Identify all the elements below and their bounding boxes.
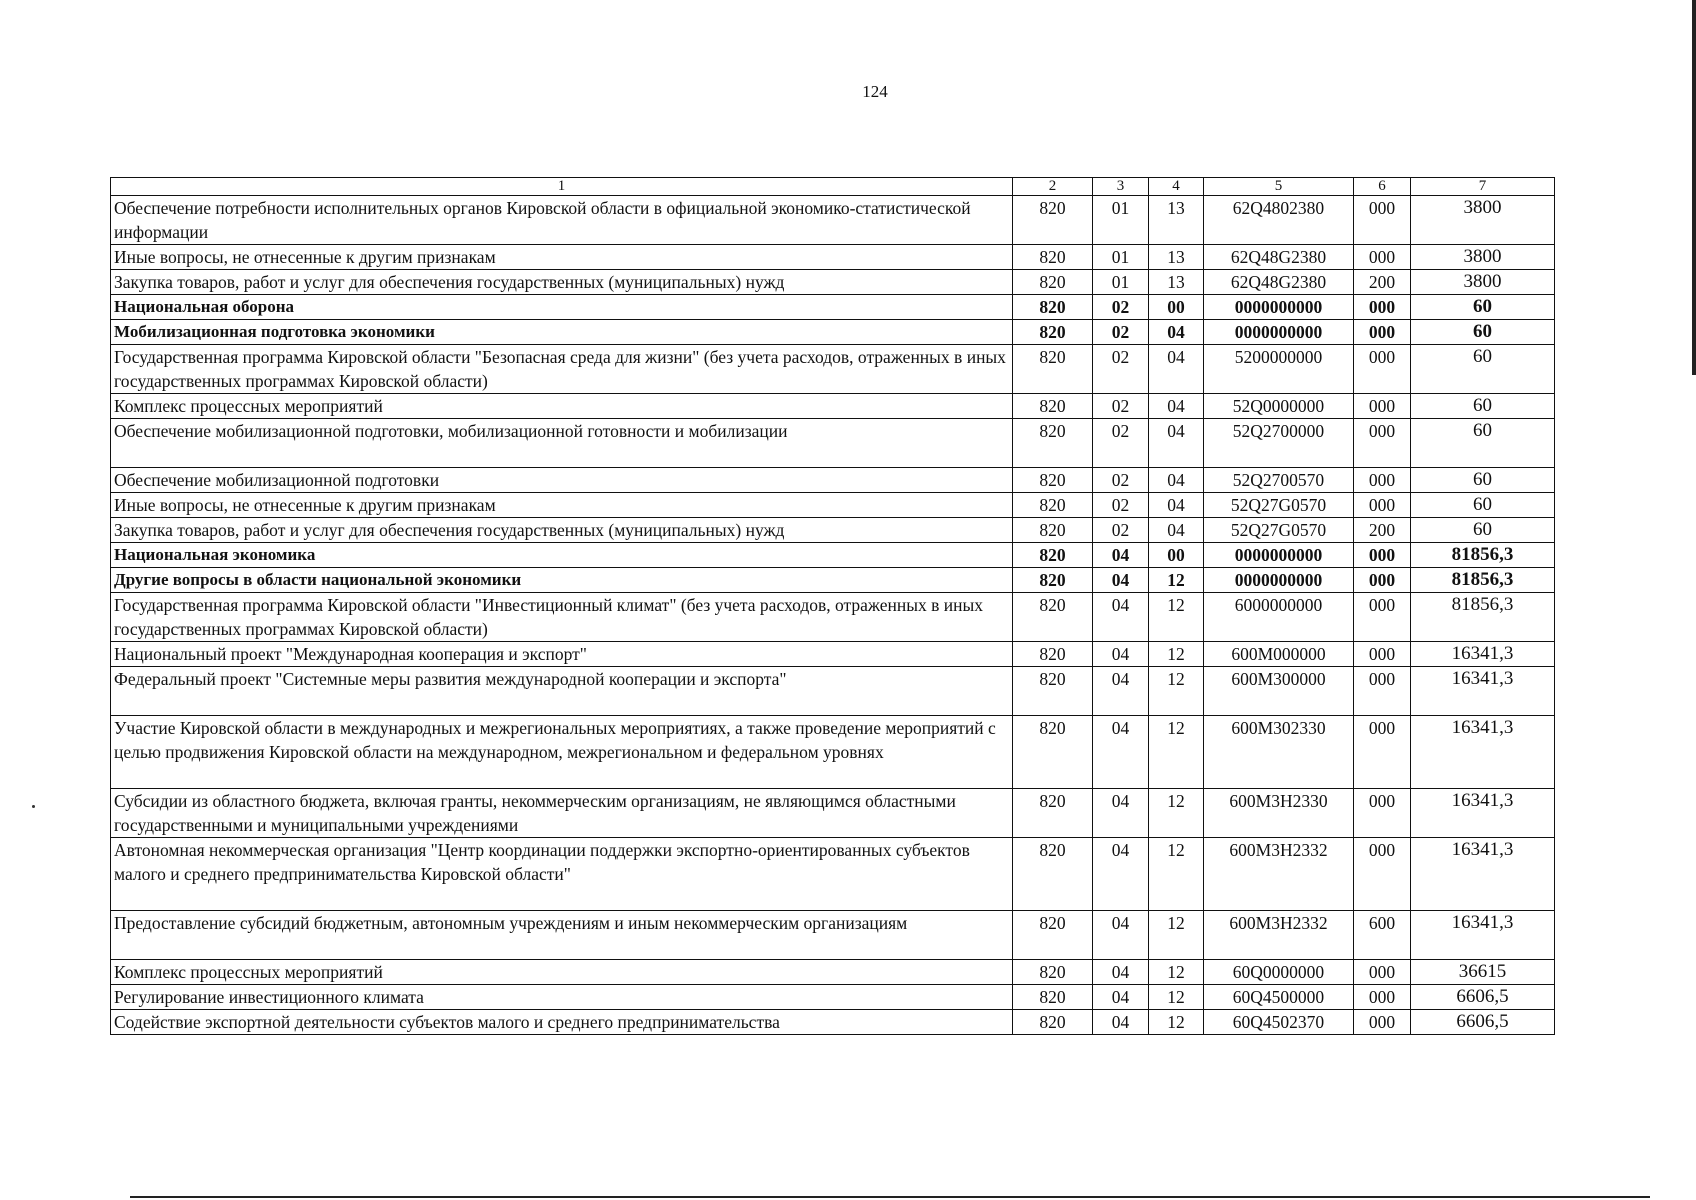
subsection-code-cell: 12 (1149, 716, 1204, 789)
expense-type-cell: 000 (1354, 419, 1411, 468)
expense-type-cell: 200 (1354, 270, 1411, 295)
amount-cell: 60 (1411, 468, 1555, 493)
expense-name-cell: Предоставление субсидий бюджетным, автономным учреждениям и иным некоммерческим организациям (111, 911, 1013, 960)
subsection-code-cell: 04 (1149, 419, 1204, 468)
expense-type-cell: 000 (1354, 789, 1411, 838)
department-code-cell: 820 (1013, 345, 1093, 394)
table-row (111, 568, 1555, 593)
amount-cell: 16341,3 (1411, 911, 1555, 960)
subsection-code-cell: 12 (1149, 593, 1204, 642)
subsection-code-cell: 12 (1149, 838, 1204, 911)
section-code-cell: 04 (1093, 716, 1149, 789)
section-code-cell: 04 (1093, 543, 1149, 568)
subsection-code-cell: 12 (1149, 667, 1204, 716)
section-code-cell: 02 (1093, 295, 1149, 320)
target-article-cell: 60Q4500000 (1204, 985, 1354, 1010)
section-code-cell: 04 (1093, 985, 1149, 1010)
table-row (111, 593, 1555, 642)
table-row (111, 960, 1555, 985)
expense-name-cell: Государственная программа Кировской области "Инвестиционный климат" (без учета расходов, отраженных в иных государственных программах Кировской области) (111, 593, 1013, 642)
column-header: 7 (1411, 178, 1555, 196)
budget-table (110, 177, 1555, 1035)
department-code-cell: 820 (1013, 789, 1093, 838)
amount-cell: 16341,3 (1411, 642, 1555, 667)
scan-edge-shadow (1692, 0, 1696, 375)
amount-cell: 3800 (1411, 270, 1555, 295)
table-row (111, 911, 1555, 960)
target-article-cell: 52Q27G0570 (1204, 493, 1354, 518)
expense-name-cell: Комплекс процессных мероприятий (111, 394, 1013, 419)
section-code-cell: 04 (1093, 1010, 1149, 1035)
expense-name-cell: Национальный проект "Международная кооперация и экспорт" (111, 642, 1013, 667)
subsection-code-cell: 04 (1149, 468, 1204, 493)
department-code-cell: 820 (1013, 838, 1093, 911)
target-article-cell: 0000000000 (1204, 320, 1354, 345)
department-code-cell: 820 (1013, 245, 1093, 270)
amount-cell: 60 (1411, 518, 1555, 543)
expense-name-cell: Государственная программа Кировской области "Безопасная среда для жизни" (без учета расходов, отраженных в иных государственных программах Кировской области) (111, 345, 1013, 394)
expense-type-cell: 000 (1354, 593, 1411, 642)
subsection-code-cell: 12 (1149, 911, 1204, 960)
expense-type-cell: 000 (1354, 838, 1411, 911)
table-row (111, 245, 1555, 270)
expense-name-cell: Комплекс процессных мероприятий (111, 960, 1013, 985)
amount-cell: 3800 (1411, 196, 1555, 245)
amount-cell: 16341,3 (1411, 716, 1555, 789)
amount-cell: 81856,3 (1411, 568, 1555, 593)
table-row (111, 493, 1555, 518)
target-article-cell: 62Q4802380 (1204, 196, 1354, 245)
section-code-cell: 02 (1093, 493, 1149, 518)
table-row (111, 838, 1555, 911)
department-code-cell: 820 (1013, 911, 1093, 960)
expense-type-cell: 000 (1354, 196, 1411, 245)
expense-type-cell: 000 (1354, 394, 1411, 419)
subsection-code-cell: 12 (1149, 789, 1204, 838)
expense-name-cell: Другие вопросы в области национальной экономики (111, 568, 1013, 593)
section-code-cell: 04 (1093, 593, 1149, 642)
subsection-code-cell: 12 (1149, 642, 1204, 667)
table-row (111, 345, 1555, 394)
amount-cell: 36615 (1411, 960, 1555, 985)
expense-name-cell: Национальная экономика (111, 543, 1013, 568)
department-code-cell: 820 (1013, 394, 1093, 419)
target-article-cell: 600M3H2332 (1204, 911, 1354, 960)
expense-name-cell: Закупка товаров, работ и услуг для обеспечения государственных (муниципальных) нужд (111, 270, 1013, 295)
table-row (111, 295, 1555, 320)
table-row (111, 1010, 1555, 1035)
department-code-cell: 820 (1013, 642, 1093, 667)
section-code-cell: 01 (1093, 196, 1149, 245)
amount-cell: 3800 (1411, 245, 1555, 270)
section-code-cell: 04 (1093, 960, 1149, 985)
table-row (111, 394, 1555, 419)
table-row (111, 518, 1555, 543)
department-code-cell: 820 (1013, 270, 1093, 295)
section-code-cell: 04 (1093, 838, 1149, 911)
target-article-cell: 0000000000 (1204, 295, 1354, 320)
section-code-cell: 04 (1093, 568, 1149, 593)
department-code-cell: 820 (1013, 960, 1093, 985)
table-row (111, 320, 1555, 345)
subsection-code-cell: 13 (1149, 270, 1204, 295)
amount-cell: 6606,5 (1411, 985, 1555, 1010)
section-code-cell: 04 (1093, 789, 1149, 838)
target-article-cell: 62Q48G2380 (1204, 245, 1354, 270)
amount-cell: 60 (1411, 345, 1555, 394)
expense-type-cell: 000 (1354, 295, 1411, 320)
target-article-cell: 52Q2700570 (1204, 468, 1354, 493)
subsection-code-cell: 12 (1149, 568, 1204, 593)
department-code-cell: 820 (1013, 543, 1093, 568)
target-article-cell: 52Q27G0570 (1204, 518, 1354, 543)
expense-name-cell: Национальная оборона (111, 295, 1013, 320)
section-code-cell: 04 (1093, 667, 1149, 716)
subsection-code-cell: 04 (1149, 493, 1204, 518)
table-row (111, 419, 1555, 468)
section-code-cell: 02 (1093, 345, 1149, 394)
expense-name-cell: Регулирование инвестиционного климата (111, 985, 1013, 1010)
subsection-code-cell: 13 (1149, 245, 1204, 270)
table-row (111, 196, 1555, 245)
section-code-cell: 02 (1093, 518, 1149, 543)
amount-cell: 16341,3 (1411, 667, 1555, 716)
amount-cell: 60 (1411, 394, 1555, 419)
expense-type-cell: 000 (1354, 468, 1411, 493)
subsection-code-cell: 04 (1149, 394, 1204, 419)
expense-type-cell: 000 (1354, 667, 1411, 716)
section-code-cell: 04 (1093, 911, 1149, 960)
subsection-code-cell: 00 (1149, 295, 1204, 320)
amount-cell: 81856,3 (1411, 543, 1555, 568)
expense-type-cell: 000 (1354, 642, 1411, 667)
expense-type-cell: 000 (1354, 320, 1411, 345)
department-code-cell: 820 (1013, 568, 1093, 593)
target-article-cell: 600M000000 (1204, 642, 1354, 667)
target-article-cell: 600M302330 (1204, 716, 1354, 789)
department-code-cell: 820 (1013, 419, 1093, 468)
amount-cell: 81856,3 (1411, 593, 1555, 642)
expense-name-cell: Участие Кировской области в международных и межрегиональных мероприятиях, а также проведение мероприятий с целью продвижения Кировской области на международном, межрегиональном и федеральном уровнях (111, 716, 1013, 789)
department-code-cell: 820 (1013, 593, 1093, 642)
amount-cell: 60 (1411, 419, 1555, 468)
subsection-code-cell: 04 (1149, 518, 1204, 543)
table-row (111, 789, 1555, 838)
expense-type-cell: 000 (1354, 960, 1411, 985)
expense-type-cell: 000 (1354, 568, 1411, 593)
amount-cell: 60 (1411, 295, 1555, 320)
expense-name-cell: Обеспечение потребности исполнительных органов Кировской области в официальной экономико-статистической информации (111, 196, 1013, 245)
expense-name-cell: Иные вопросы, не отнесенные к другим признакам (111, 245, 1013, 270)
department-code-cell: 820 (1013, 667, 1093, 716)
column-number-row (111, 178, 1555, 196)
subsection-code-cell: 13 (1149, 196, 1204, 245)
table-row (111, 667, 1555, 716)
target-article-cell: 52Q2700000 (1204, 419, 1354, 468)
expense-type-cell: 000 (1354, 245, 1411, 270)
target-article-cell: 5200000000 (1204, 345, 1354, 394)
amount-cell: 60 (1411, 320, 1555, 345)
target-article-cell: 600M3H2330 (1204, 789, 1354, 838)
subsection-code-cell: 12 (1149, 960, 1204, 985)
expense-name-cell: Субсидии из областного бюджета, включая гранты, некоммерческим организациям, не являющимся областными государственными и муниципальными учреждениями (111, 789, 1013, 838)
expense-type-cell: 000 (1354, 716, 1411, 789)
scan-artifact-dot (32, 805, 35, 808)
table-row (111, 985, 1555, 1010)
expense-type-cell: 000 (1354, 985, 1411, 1010)
target-article-cell: 6000000000 (1204, 593, 1354, 642)
expense-name-cell: Обеспечение мобилизационной подготовки (111, 468, 1013, 493)
expense-type-cell: 000 (1354, 345, 1411, 394)
section-code-cell: 02 (1093, 468, 1149, 493)
expense-name-cell: Закупка товаров, работ и услуг для обеспечения государственных (муниципальных) нужд (111, 518, 1013, 543)
expense-name-cell: Иные вопросы, не отнесенные к другим признакам (111, 493, 1013, 518)
target-article-cell: 52Q0000000 (1204, 394, 1354, 419)
table-row (111, 270, 1555, 295)
expense-type-cell: 000 (1354, 543, 1411, 568)
target-article-cell: 0000000000 (1204, 568, 1354, 593)
table-row (111, 468, 1555, 493)
department-code-cell: 820 (1013, 1010, 1093, 1035)
expense-name-cell: Содействие экспортной деятельности субъектов малого и среднего предпринимательства (111, 1010, 1013, 1035)
table-body (111, 196, 1555, 1035)
expense-type-cell: 600 (1354, 911, 1411, 960)
table-row (111, 642, 1555, 667)
subsection-code-cell: 04 (1149, 345, 1204, 394)
expense-name-cell: Автономная некоммерческая организация "Центр координации поддержки экспортно-ориентированных субъектов малого и среднего предпринимательства Кировской области" (111, 838, 1013, 911)
section-code-cell: 01 (1093, 270, 1149, 295)
page-number: 124 (862, 82, 888, 101)
subsection-code-cell: 12 (1149, 1010, 1204, 1035)
target-article-cell: 600M300000 (1204, 667, 1354, 716)
expense-type-cell: 200 (1354, 518, 1411, 543)
column-header: 3 (1093, 178, 1149, 196)
department-code-cell: 820 (1013, 518, 1093, 543)
section-code-cell: 02 (1093, 320, 1149, 345)
target-article-cell: 62Q48G2380 (1204, 270, 1354, 295)
target-article-cell: 0000000000 (1204, 543, 1354, 568)
expense-type-cell: 000 (1354, 1010, 1411, 1035)
amount-cell: 60 (1411, 493, 1555, 518)
department-code-cell: 820 (1013, 468, 1093, 493)
amount-cell: 6606,5 (1411, 1010, 1555, 1035)
expense-type-cell: 000 (1354, 493, 1411, 518)
column-header: 5 (1204, 178, 1354, 196)
bottom-rule (130, 1196, 1650, 1198)
section-code-cell: 02 (1093, 419, 1149, 468)
section-code-cell: 02 (1093, 394, 1149, 419)
table-row (111, 543, 1555, 568)
column-header: 6 (1354, 178, 1411, 196)
column-header: 1 (111, 178, 1013, 196)
table-row (111, 716, 1555, 789)
target-article-cell: 60Q4502370 (1204, 1010, 1354, 1035)
column-header: 4 (1149, 178, 1204, 196)
subsection-code-cell: 12 (1149, 985, 1204, 1010)
department-code-cell: 820 (1013, 295, 1093, 320)
section-code-cell: 04 (1093, 642, 1149, 667)
section-code-cell: 01 (1093, 245, 1149, 270)
expense-name-cell: Федеральный проект "Системные меры развития международной кооперации и экспорта" (111, 667, 1013, 716)
subsection-code-cell: 04 (1149, 320, 1204, 345)
department-code-cell: 820 (1013, 196, 1093, 245)
subsection-code-cell: 00 (1149, 543, 1204, 568)
column-header: 2 (1013, 178, 1093, 196)
department-code-cell: 820 (1013, 985, 1093, 1010)
target-article-cell: 600M3H2332 (1204, 838, 1354, 911)
department-code-cell: 820 (1013, 320, 1093, 345)
amount-cell: 16341,3 (1411, 838, 1555, 911)
amount-cell: 16341,3 (1411, 789, 1555, 838)
department-code-cell: 820 (1013, 493, 1093, 518)
target-article-cell: 60Q0000000 (1204, 960, 1354, 985)
department-code-cell: 820 (1013, 716, 1093, 789)
expense-name-cell: Обеспечение мобилизационной подготовки, мобилизационной готовности и мобилизации (111, 419, 1013, 468)
expense-name-cell: Мобилизационная подготовка экономики (111, 320, 1013, 345)
